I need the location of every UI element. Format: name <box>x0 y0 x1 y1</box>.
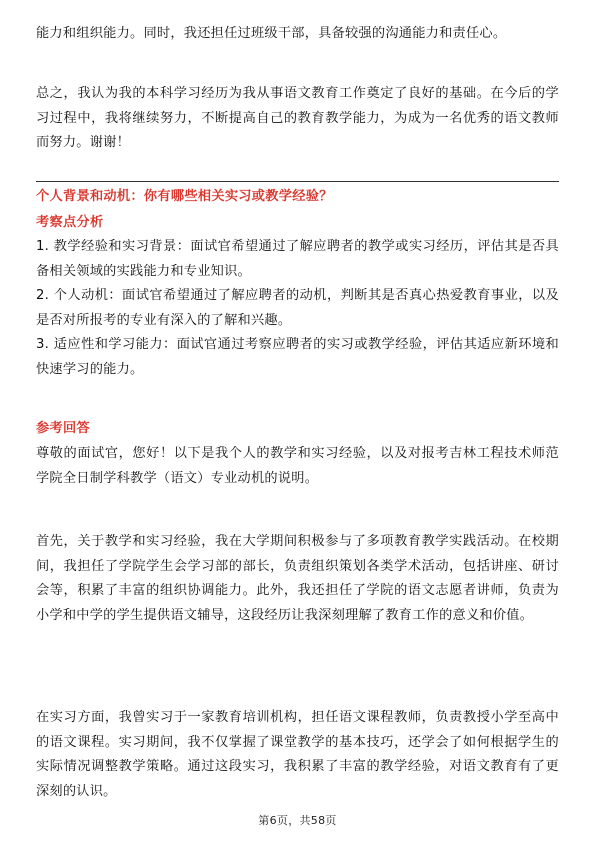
analysis-heading: 考察点分析 <box>36 215 104 230</box>
question-heading: 个人背景和动机：你有哪些相关实习或教学经验？ <box>36 189 333 204</box>
conclusion-paragraph: 总之，我认为我的本科学习经历为我从事语文教育工作奠定了良好的基础。在今后的学习过程中，我将继续努力，不断提高自己的教育教学能力，为成为一名优秀的语文教师而努力。谢谢！ <box>36 86 559 150</box>
answer-paragraph: 尊敬的面试官，您好！以下是我个人的教学和实习经验，以及对报考吉林工程技术师范学院全日制学科教学（语文）专业动机的说明。 <box>36 446 559 486</box>
top-paragraph: 能力和组织能力。同时，我还担任过班级干部，具备较强的沟通能力和责任心。 <box>36 26 507 41</box>
analysis-list <box>36 235 559 382</box>
analysis-item: 1. 教学经验和实习背景：面试官希望通过了解应聘者的教学或实习经历，评估其是否具备相关领域的实践能力和专业知识。 <box>36 239 559 279</box>
answer-paragraph: 首先，关于教学和实习经验，我在大学期间积极参与了多项教育教学实践活动。在校期间，我担任了学院学生会学习部的部长，负责组织策划各类学术活动，包括讲座、研讨会等，积累了丰富的组织协调能力。此外，我还担任了学院的语文志愿者讲师，负责为小学和中学的学生提供语文辅导，这段经历让我深刻理解了教育工作的意义和价值。 <box>36 534 559 623</box>
page-number-footer: 第6页，共58页 <box>258 814 337 827</box>
section-divider <box>36 181 559 182</box>
analysis-item: 3. 适应性和学习能力：面试官通过考察应聘者的实习或教学经验，评估其适应新环境和快速学习的能力。 <box>36 337 559 377</box>
analysis-item: 2. 个人动机：面试官希望通过了解应聘者的动机，判断其是否真心热爱教育事业，以及是否对所报考的专业有深入的了解和兴趣。 <box>36 288 559 328</box>
answer-paragraph: 在实习方面，我曾实习于一家教育培训机构，担任语文课程教师，负责教授小学至高中的语文课程。实习期间，我不仅掌握了课堂教学的基本技巧，还学会了如何根据学生的实际情况调整教学策略。通过这段实习，我积累了丰富的教学经验，对语文教育有了更深刻的认识。 <box>36 710 559 799</box>
answer-heading: 参考回答 <box>36 421 90 436</box>
